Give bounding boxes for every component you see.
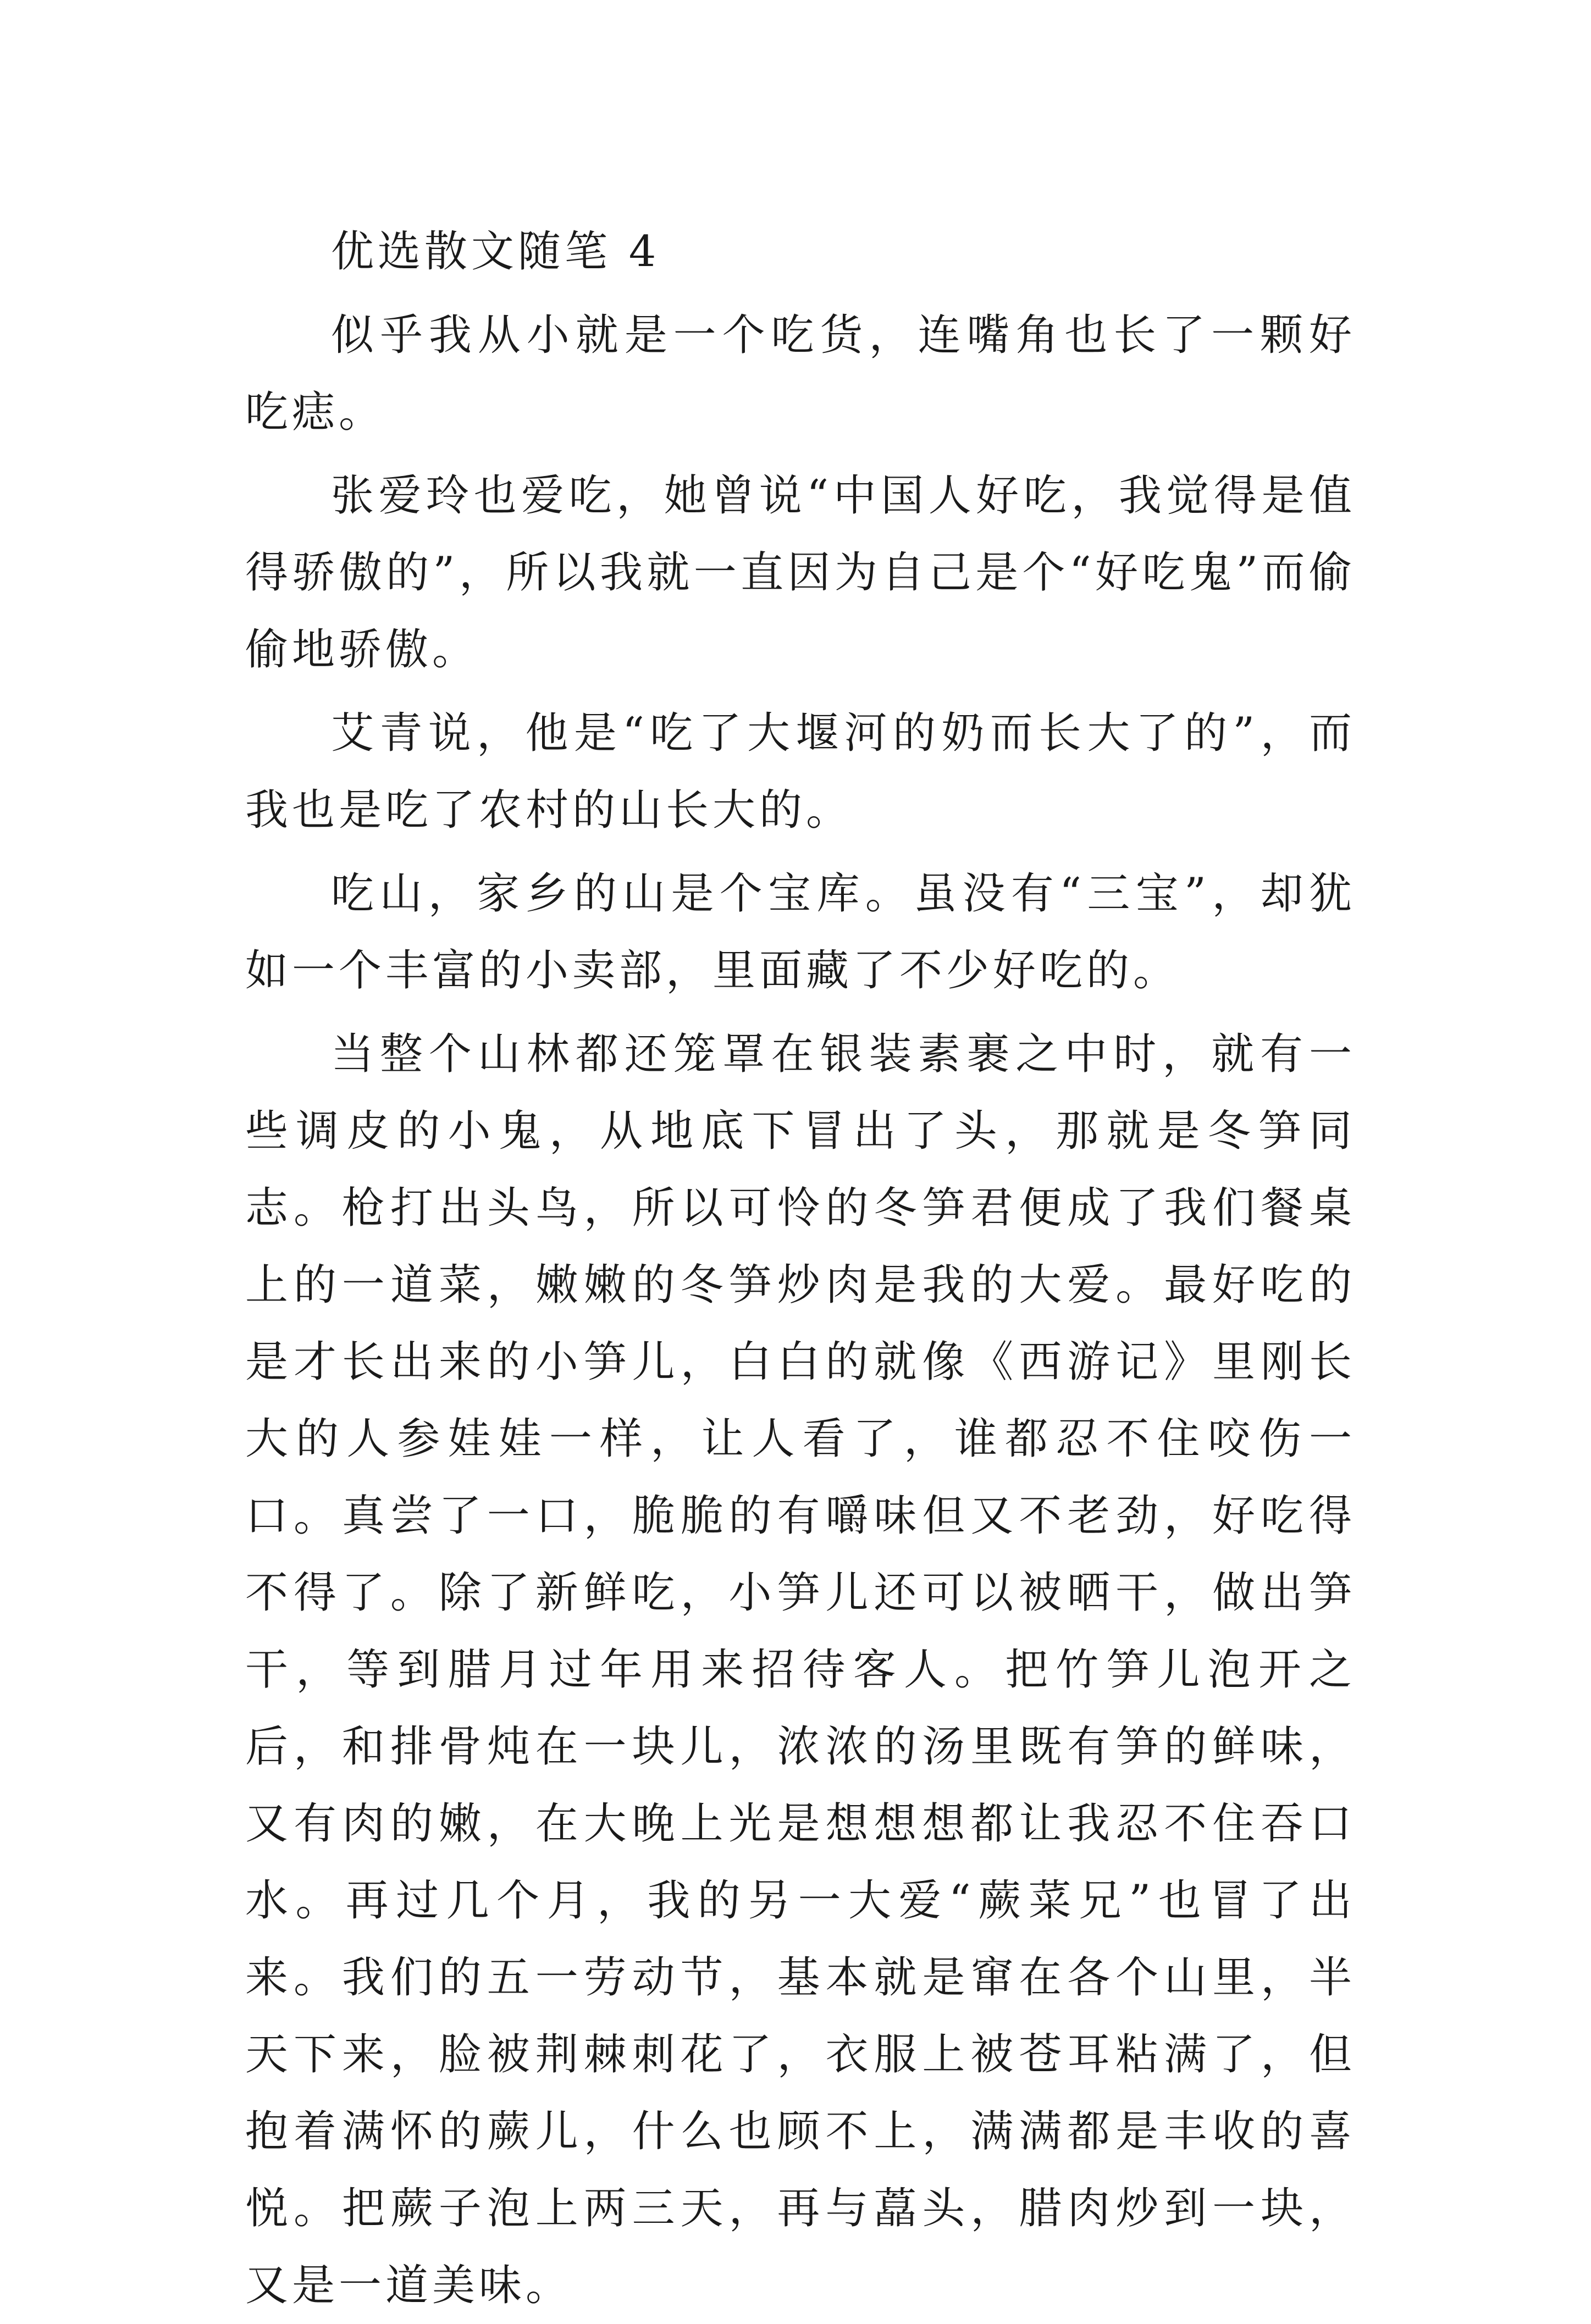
document-title: 优选散文随笔 4 xyxy=(331,227,660,276)
spacer xyxy=(245,290,1356,297)
document-body xyxy=(245,213,1356,2324)
spacer xyxy=(245,688,1356,695)
paragraph: 当整个山林都还笼罩在银装素裹之中时，就有一些调皮的小鬼，从地底下冒出了头，那就是冬笋同志。枪打出头鸟，所以可怜的冬笋君便成了我们餐桌上的一道菜，嫩嫩的冬笋炒肉是我的大爱。最好吃的是才长出来的小笋儿，白白的就像《西游记》里刚长大的人参娃娃一样，让人看了，谁都忍不住咬伤一口。真尝了一口，脆脆的有嚼味但又不老劲，好吃得不得了。除了新鲜吃，小笋儿还可以被晒干，做出笋干，等到腊月过年用来招待客人。把竹笋儿泡开之后，和排骨炖在一块儿，浓浓的汤里既有笋的鲜味，又有肉的嫩，在大晚上光是想想想都让我忍不住吞口水。再过几个月，我的另一大爱“蕨菜兄”也冒了出来。我们的五一劳动节，基本就是窜在各个山里，半天下来，脸被荆棘刺花了，衣服上被苍耳粘满了，但抱着满怀的蕨儿，什么也顾不上，满满都是丰收的喜悦。把蕨子泡上两三天，再与藠头，腊肉炒到一块，又是一道美味。 xyxy=(245,1030,1356,2310)
spacer xyxy=(245,1009,1356,1016)
paragraph: 似乎我从小就是一个吃货，连嘴角也长了一颗好吃痣。 xyxy=(245,311,1356,437)
spacer xyxy=(245,451,1356,457)
spacer xyxy=(245,849,1356,855)
paragraph: 吃山，家乡的山是个宝库。虽没有“三宝”，却犹如一个丰富的小卖部，里面藏了不少好吃的。 xyxy=(245,869,1356,995)
paragraph: 张爱玲也爱吃，她曾说“中国人好吃，我觉得是值得骄傲的”，所以我就一直因为自己是个“好吃鬼”而偷偷地骄傲。 xyxy=(245,471,1356,674)
paragraph: 艾青说，他是“吃了大堰河的奶而长大了的”，而我也是吃了农村的山长大的。 xyxy=(245,709,1356,835)
